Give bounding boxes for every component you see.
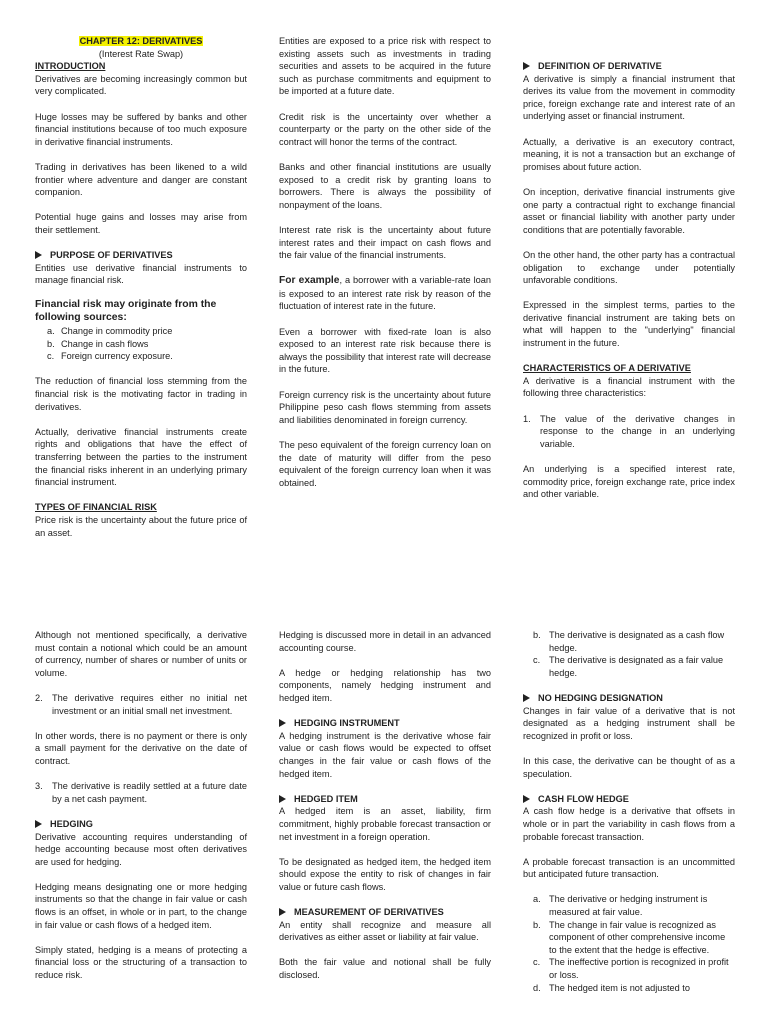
paragraph: An entity shall recognize and measure all derivatives as either asset or liability at fair value. — [279, 919, 491, 943]
column-5 — [279, 629, 491, 994]
paragraph: A derivative is simply a financial instrument that derives its value from the movement in commodity price, foreign exchange rate and interest rate of an underlying asset or financial instrument. — [523, 73, 735, 122]
paragraph: Even a borrower with fixed-rate loan is also exposed to an interest rate risk because there is always the possibility that interest rate will decrease in the future. — [279, 326, 491, 375]
paragraph: In other words, there is no payment or there is only a small payment for the derivative on the date of contract. — [35, 730, 247, 766]
list-text: The derivative is designated as a fair value hedge. — [549, 655, 724, 678]
paragraph: Both the fair value and notional shall be fully disclosed. — [279, 957, 491, 981]
paragraph: A hedge or hedging relationship has two components, namely hedging instrument and hedged item. — [279, 667, 491, 703]
list-marker: b. — [47, 338, 55, 349]
list-marker: d. — [533, 982, 541, 993]
arrow-bullet-icon — [523, 694, 530, 702]
arrow-bullet-icon — [279, 719, 286, 727]
numbered-item — [523, 413, 735, 451]
list-text: The derivative or hedging instrument is measured at fair value. — [549, 894, 708, 918]
paragraph — [279, 274, 491, 313]
risk-sources-heading: Financial risk may originate from the following sources: — [35, 299, 217, 324]
heading-text: MEASUREMENT OF DERIVATIVES — [294, 907, 444, 918]
column-6 — [523, 629, 735, 1007]
paragraph: Potential huge gains and losses may arise from their settlement. — [35, 212, 247, 235]
paragraph: Derivatives are becoming increasingly common but very complicated. — [35, 73, 247, 97]
paragraph: Trading in derivatives has been likened to a wild frontier where adventure and danger are constant companion. — [35, 161, 247, 198]
paragraph: Hedging is discussed more in detail in an advanced accounting course. — [279, 630, 491, 653]
arrow-bullet-icon — [523, 62, 530, 70]
list-text: Foreign currency exposure. — [61, 351, 173, 362]
arrow-bullet-icon — [279, 795, 286, 803]
paragraph: Actually, a derivative is an executory contract, meaning, it is not a transaction but an exchange of promises about future action. — [523, 136, 735, 172]
numbered-item — [35, 780, 247, 805]
list-item — [523, 893, 735, 918]
list-marker: c. — [533, 655, 541, 666]
chapter-subtitle: (Interest Rate Swap) — [98, 48, 184, 59]
list-marker: b. — [533, 630, 541, 640]
list-marker: 1. — [523, 413, 531, 424]
paragraph: A probable forecast transaction is an uncommitted but anticipated future transaction. — [523, 856, 735, 880]
types-heading: TYPES OF FINANCIAL RISK — [35, 502, 157, 513]
list-text: The derivative requires either no initial net investment or an initial small net investment. — [52, 692, 247, 716]
heading-text: HEDGING — [50, 818, 93, 829]
paragraph: A cash flow hedge is a derivative that offsets in whole or in part the variability in cash flows from a probable forecast transaction. — [523, 806, 735, 842]
paragraph-text: , a borrower with a variable-rate loan is exposed to an interest rate risk by reason of the fluctuation of interest rate in the future. — [279, 275, 491, 312]
hedging-instrument-heading — [279, 717, 491, 730]
paragraph: The reduction of financial loss stemming from the financial risk is the motivating factor in trading in derivatives. — [35, 376, 247, 412]
list-text: The derivative is readily settled at a future date by a net cash payment. — [52, 781, 247, 804]
arrow-bullet-icon — [523, 795, 530, 803]
list-marker: a. — [533, 894, 541, 905]
introduction-heading: INTRODUCTION — [35, 61, 106, 72]
purpose-heading — [35, 249, 247, 262]
paragraph: Interest rate risk is the uncertainty about future interest rates and their impact on cash flows and the fair value of the financial instruments. — [279, 224, 491, 261]
risk-sources-list — [35, 325, 247, 363]
paragraph: Price risk is the uncertainty about the future price of an asset. — [35, 514, 247, 538]
arrow-bullet-icon — [279, 908, 286, 916]
paragraph: In this case, the derivative can be thought of as a speculation. — [523, 755, 735, 779]
list-item — [523, 956, 735, 981]
list-item — [523, 919, 735, 957]
heading-text: HEDGING INSTRUMENT — [294, 718, 400, 729]
arrow-bullet-icon — [35, 820, 42, 828]
list-text: The ineffective portion is recognized in profit or loss. — [549, 957, 729, 981]
paragraph: Entities use derivative financial instruments to manage financial risk. — [35, 262, 247, 286]
column-2 — [279, 35, 491, 502]
paragraph: Credit risk is the uncertainty over whether a counterparty or the party on the other side of the contract will honor the terms of the contract. — [279, 111, 491, 147]
chapter-title: CHAPTER 12: DERIVATIVES — [79, 36, 203, 46]
list-marker: a. — [47, 326, 55, 337]
list-text: The change in fair value is recognized as component of other comprehensive income to the extent that the hedge is effective. — [549, 919, 726, 955]
list-item — [35, 350, 247, 363]
arrow-bullet-icon — [35, 251, 42, 259]
list-text: The hedged item is not adjusted to — [549, 982, 690, 993]
no-hedging-heading — [523, 692, 735, 705]
hedged-item-heading — [279, 793, 491, 806]
list-text: Change in cash flows — [61, 338, 149, 349]
paragraph: A hedging instrument is the derivative whose fair value or cash flows would be expected to offset changes in the fair value or cash flows of the hedged item. — [279, 730, 491, 779]
list-item — [523, 982, 735, 995]
paragraph: On inception, derivative financial instruments give one party a contractual right to exchange financial asset or financial liability with another party under conditions that are potentially favorable. — [523, 186, 735, 235]
heading-text: CASH FLOW HEDGE — [538, 793, 629, 804]
paragraph: On the other hand, the other party has a contractual obligation to exchange under potentially unfavorable conditions. — [523, 249, 735, 286]
paragraph: Huge losses may be suffered by banks and other financial institutions because of too much exposure in derivative financial instruments. — [35, 111, 247, 147]
paragraph: A derivative is a financial instrument with the following three characteristics: — [523, 375, 735, 399]
definition-heading — [523, 60, 735, 73]
paragraph: A hedged item is an asset, liability, firm commitment, highly probable forecast transaction or net investment in a foreign operation. — [279, 806, 491, 842]
list-marker: 2. — [35, 692, 43, 703]
list-text: The derivative is designated as a cash flow hedge. — [549, 630, 725, 653]
list-item — [35, 325, 247, 338]
heading-text: PURPOSE OF DERIVATIVES — [50, 250, 173, 261]
paragraph: Actually, derivative financial instruments create rights and obligations that have the effect of transferring between the parties to the instrument the financial risks inherent in an underlying primary financial instrument. — [35, 426, 247, 488]
paragraph: To be designated as hedged item, the hedged item should expose the entity to risk of changes in fair value or future cash flows. — [279, 856, 491, 892]
characteristics-heading: CHARACTERISTICS OF A DERIVATIVE — [523, 363, 691, 374]
paragraph: Although not mentioned specifically, a derivative must contain a notional which could be an amount of currency, number of shares or number of units or volume. — [35, 630, 247, 678]
measurement-heading — [279, 906, 491, 919]
list-marker: b. — [533, 919, 541, 930]
designation-list — [523, 629, 735, 679]
list-marker: c. — [47, 351, 55, 362]
column-4 — [35, 629, 247, 994]
column-3 — [523, 60, 735, 513]
paragraph: Foreign currency risk is the uncertainty about future Philippine peso cash flows stemming from assets and liabilities denominated in foreign currency. — [279, 389, 491, 425]
list-item — [35, 338, 247, 351]
heading-text: DEFINITION OF DERIVATIVE — [538, 61, 662, 71]
paragraph: The peso equivalent of the foreign currency loan on the date of maturity will differ from the peso equivalent of the foreign currency loan when it was obtained. — [279, 440, 491, 488]
paragraph: An underlying is a specified interest rate, commodity price, foreign exchange rate, price index and other variable. — [523, 464, 735, 500]
example-lead: For example — [279, 275, 340, 287]
paragraph: Derivative accounting requires understanding of hedge accounting because most often derivatives are used for hedging. — [35, 831, 247, 867]
list-marker: c. — [533, 957, 541, 968]
cash-flow-hedge-list — [523, 893, 735, 994]
list-marker: 3. — [35, 781, 43, 792]
column-1 — [35, 35, 247, 552]
heading-text: NO HEDGING DESIGNATION — [538, 692, 663, 703]
list-item — [523, 629, 735, 654]
hedging-heading — [35, 818, 247, 831]
paragraph: Expressed in the simplest terms, parties to the derivative financial instrument are taking bets on what will happen to the "underlying" financial instrument in the future. — [523, 300, 735, 349]
cash-flow-hedge-heading — [523, 793, 735, 806]
paragraph: Hedging means designating one or more hedging instruments so that the change in fair value or cash flows is an offset, in whole or in part, to the change in fair value or cash flows of a hedged item. — [35, 881, 247, 930]
heading-text: HEDGED ITEM — [294, 793, 358, 804]
paragraph: Changes in fair value of a derivative that is not designated as a hedging instrument shall be recognized in profit or loss. — [523, 705, 735, 741]
list-text: The value of the derivative changes in response to the change in an underlying variable. — [540, 413, 735, 449]
paragraph: Banks and other financial institutions are usually exposed to a credit risk by granting loans to borrowers. There is always the possibility of nonpayment of the loans. — [279, 161, 491, 210]
paragraph: Simply stated, hedging is a means of protecting a financial loss or the structuring of a transaction to reduce risk. — [35, 944, 247, 981]
numbered-item — [35, 692, 247, 717]
paragraph: Entities are exposed to a price risk with respect to existing assets such as investments in trading securities and assets to be acquired in the future such as purchase commitments and equipment to be imported at a future date. — [279, 36, 491, 97]
list-item — [523, 654, 735, 679]
list-text: Change in commodity price — [61, 326, 173, 337]
